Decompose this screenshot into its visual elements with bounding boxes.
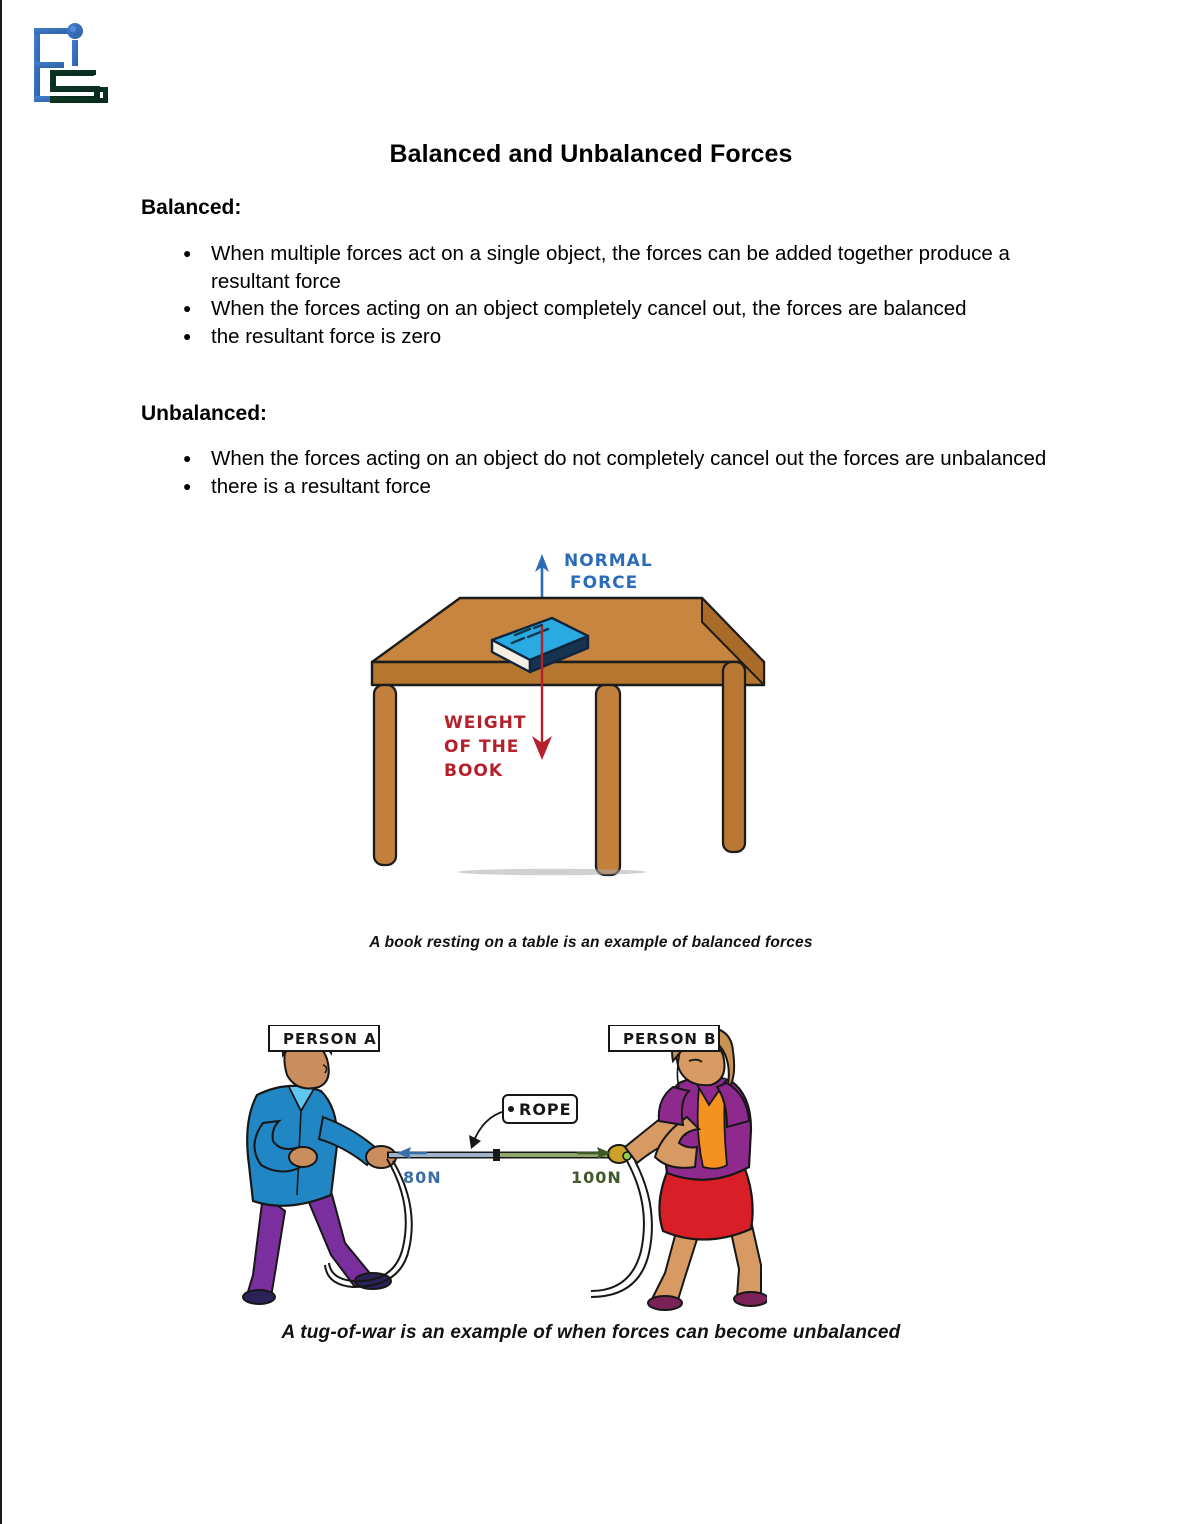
- caption-book-table: A book resting on a table is an example of balanced forces: [369, 934, 813, 951]
- rope-label: ROPE: [519, 1100, 572, 1119]
- normal-force-label: [564, 551, 653, 593]
- person-a-label: PERSON A: [283, 1030, 377, 1048]
- eis-logo: [24, 18, 132, 110]
- list-item: ● there is a resultant force: [181, 473, 1091, 501]
- svg-text:WEIGHT: WEIGHT: [444, 713, 527, 733]
- person-a-label-box: [269, 1025, 379, 1051]
- list-item: ● When the forces acting on an object do not completely cancel out the forces are unbalanced: [181, 445, 1091, 473]
- svg-text:FORCE: FORCE: [570, 573, 639, 593]
- table-leg-front-left: [374, 685, 396, 865]
- figure-book-on-table: [352, 540, 772, 910]
- svg-text:OF THE: OF THE: [444, 737, 520, 757]
- weight-force-label: [444, 713, 526, 781]
- page-title: Balanced and Unbalanced Forces: [389, 140, 793, 168]
- person-b-label: PERSON B: [623, 1030, 717, 1048]
- figure-tug-of-war: [227, 1025, 767, 1315]
- svg-text:BOOK: BOOK: [444, 761, 504, 781]
- list-item: ● When multiple forces act on a single object, the forces can be added together produce a resultant force: [181, 240, 1091, 295]
- bullet-list-balanced: [141, 240, 1091, 350]
- rope-callout: [469, 1095, 577, 1149]
- bullet-list-unbalanced: [141, 445, 1091, 500]
- person-b-illustration: [625, 1027, 767, 1310]
- list-item: ● the resultant force is zero: [181, 323, 1091, 351]
- section-heading-unbalanced: Unbalanced:: [141, 402, 268, 425]
- svg-text:NORMAL: NORMAL: [564, 551, 653, 571]
- person-a-illustration: [243, 1031, 396, 1304]
- section-heading-balanced: Balanced:: [141, 196, 242, 219]
- table-leg-back-right: [723, 662, 745, 852]
- person-b-label-box: [609, 1025, 719, 1051]
- force-value-b: 100N: [571, 1168, 622, 1187]
- table-leg-front-right: [596, 685, 620, 875]
- force-value-a: 80N: [403, 1168, 442, 1187]
- caption-tug-of-war: A tug-of-war is an example of when forces can become unbalanced: [281, 1322, 901, 1343]
- list-item: ● When the forces acting on an object completely cancel out, the forces are balanced: [181, 295, 1091, 323]
